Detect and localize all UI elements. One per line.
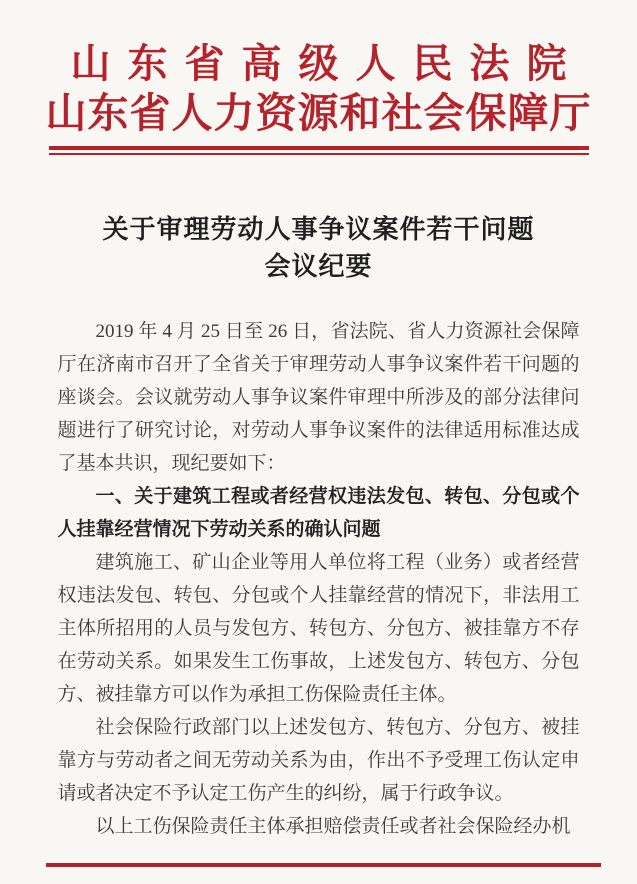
paragraph-admin-dispute: 社会保险行政部门以上述发包方、转包方、分包方、被挂靠方与劳动者之间无劳动关系为由，作出不予受理工伤认定申请或者决定不予认定工伤产生的纠纷，属于行政争议。 xyxy=(57,716,580,804)
footer-rule xyxy=(46,863,601,867)
document-title-line2: 会议纪要 xyxy=(264,251,373,281)
document-body xyxy=(58,315,580,843)
paragraph-liability-partial: 以上工伤保险责任主体承担赔偿责任或者社会保险经办机 xyxy=(95,815,571,837)
section-heading-1: 一、关于建筑工程或者经营权违法发包、转包、分包或个人挂靠经营情况下劳动关系的确认问题 xyxy=(57,485,580,540)
document-title-line1: 关于审理劳动人事争议案件若干问题 xyxy=(102,214,535,244)
org-name-line1: 山东省高级人民法院 xyxy=(70,41,584,86)
org-name-line2: 山东省人力资源和社会保障厅 xyxy=(45,90,592,137)
paragraph-intro: 2019 年 4 月 25 日至 26 日，省法院、省人力资源社会保障厅在济南市召开了全省关于审理劳动人事争议案件若干问题的座谈会。会议就劳动人事争议案件审理中所涉及的部分法律问题进行了研究讨论，对劳动人事争议案件的法律适用标准达成了基本共识，现纪要如下： xyxy=(57,320,580,474)
letterhead xyxy=(0,0,637,138)
paragraph-labor-relation: 建筑施工、矿山企业等用人单位将工程（业务）或者经营权违法发包、转包、分包或个人挂靠经营的情况下，非法用工主体所招用的人员与发包方、转包方、分包方、被挂靠方不存在劳动关系。如果发生工伤事故，上述发包方、转包方、分包方、被挂靠方可以作为承担工伤保险责任主体。 xyxy=(57,551,580,705)
header-double-rule xyxy=(49,146,589,155)
document-title xyxy=(0,211,637,285)
